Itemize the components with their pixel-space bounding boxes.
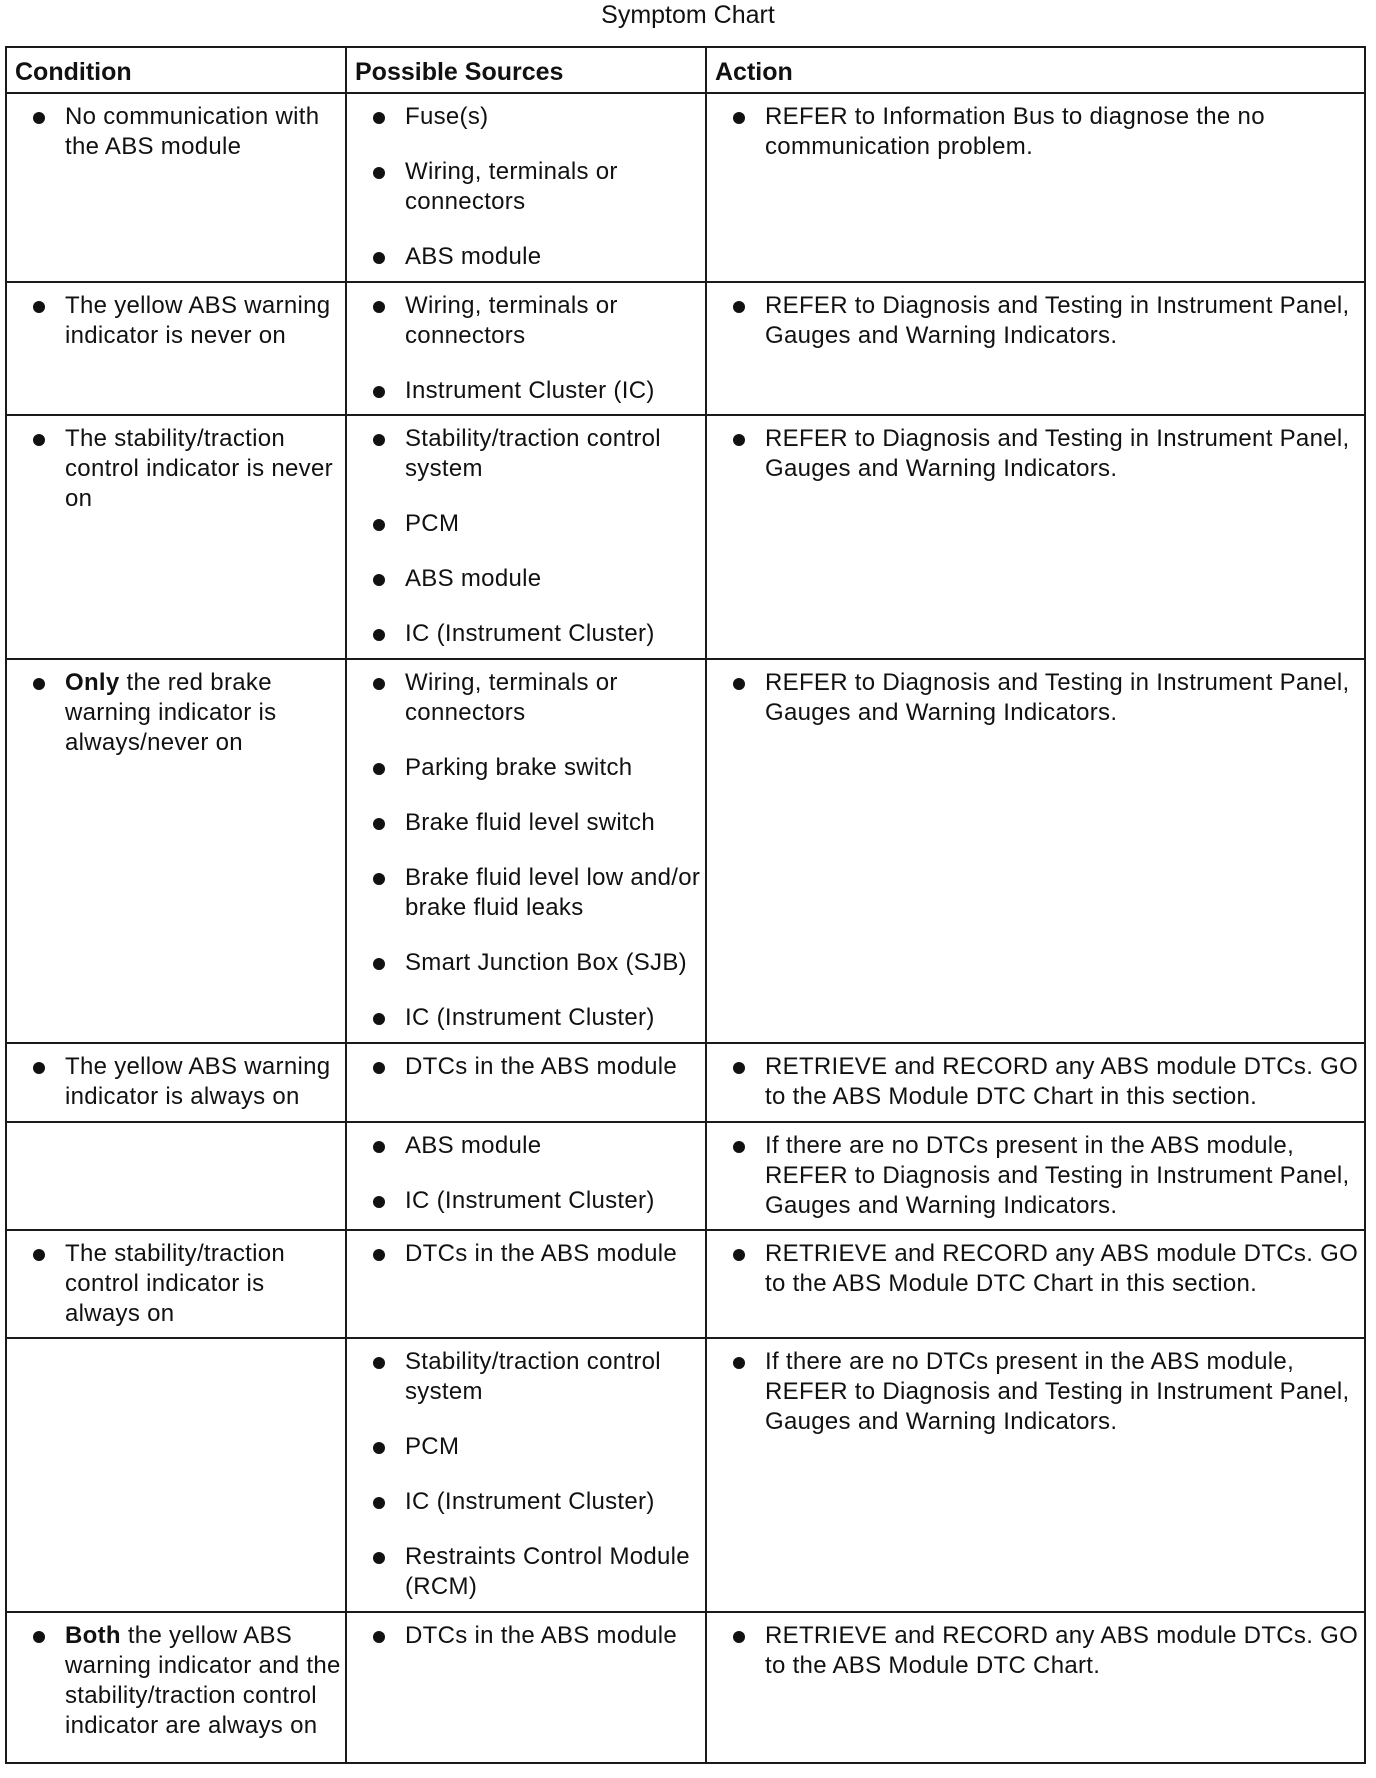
sources-list xyxy=(347,94,705,272)
source-item xyxy=(347,376,701,406)
bullet-icon xyxy=(373,1249,385,1261)
source-text: Wiring, terminals or connectors xyxy=(405,291,618,349)
source-text: IC (Instrument Cluster) xyxy=(405,1004,655,1032)
bullet-icon xyxy=(373,519,385,531)
condition-item xyxy=(7,102,341,162)
condition-text: No communication with the ABS module xyxy=(65,103,320,160)
symptom-chart-table xyxy=(5,46,1366,1764)
bullet-icon xyxy=(373,1196,385,1208)
source-text: IC (Instrument Cluster) xyxy=(405,1488,655,1516)
action-text: REFER to Diagnosis and Testing in Instrument Panel, Gauges and Warning Indicators. xyxy=(765,669,1350,727)
action-cell xyxy=(706,1338,1365,1612)
condition-cell xyxy=(6,93,346,282)
bullet-icon xyxy=(373,1357,385,1369)
action-text: If there are no DTCs present in the ABS module, REFER to Diagnosis and Testing in Instrument Panel, Gauges and Warning Indicators. xyxy=(765,1131,1350,1219)
condition-item xyxy=(7,1621,341,1741)
bullet-icon xyxy=(373,1552,385,1564)
source-text: PCM xyxy=(405,1433,460,1461)
source-text: Stability/traction control system xyxy=(405,425,661,483)
condition-item xyxy=(7,291,341,351)
bullet-icon xyxy=(373,873,385,885)
sources-cell xyxy=(346,415,706,659)
action-item xyxy=(707,1239,1360,1299)
bullet-icon xyxy=(373,112,385,124)
sources-list xyxy=(347,283,705,406)
action-item xyxy=(707,1131,1360,1221)
source-text: Smart Junction Box (SJB) xyxy=(405,949,687,977)
condition-cell xyxy=(6,1043,346,1121)
source-item xyxy=(347,157,701,217)
bullet-icon xyxy=(373,1631,385,1643)
sources-list xyxy=(347,416,705,649)
action-list xyxy=(707,1231,1364,1299)
source-text: Instrument Cluster (IC) xyxy=(405,376,655,404)
source-text: Wiring, terminals or connectors xyxy=(405,158,618,215)
bullet-icon xyxy=(373,1442,385,1454)
condition-text: The yellow ABS warning indicator is always on xyxy=(65,1053,331,1111)
bullet-icon xyxy=(373,958,385,970)
sources-cell xyxy=(346,1043,706,1121)
action-item xyxy=(707,102,1360,162)
condition-cell xyxy=(6,282,346,415)
condition-emphasis: Both xyxy=(65,1622,121,1650)
source-item xyxy=(347,102,701,132)
source-item xyxy=(347,291,701,351)
action-item xyxy=(707,291,1360,351)
source-item xyxy=(347,1052,701,1082)
action-list xyxy=(707,660,1364,728)
action-text: RETRIEVE and RECORD any ABS module DTCs. GO to the ABS Module DTC Chart. xyxy=(765,1622,1359,1680)
sources-cell xyxy=(346,93,706,282)
source-text: PCM xyxy=(405,510,460,538)
sources-cell xyxy=(346,1230,706,1338)
source-text: Brake fluid level switch xyxy=(405,809,655,837)
action-text: REFER to Diagnosis and Testing in Instrument Panel, Gauges and Warning Indicators. xyxy=(765,425,1350,483)
source-text: Stability/traction control system xyxy=(405,1348,661,1406)
condition-list xyxy=(7,1613,345,1741)
bullet-icon xyxy=(733,1249,745,1261)
table-row xyxy=(6,1612,1365,1763)
condition-item xyxy=(7,424,341,514)
condition-text: the red brake warning indicator is always/never on xyxy=(65,669,277,757)
action-list xyxy=(707,94,1364,162)
source-text: Restraints Control Module (RCM) xyxy=(405,1543,690,1601)
source-item xyxy=(347,564,701,594)
source-text: Fuse(s) xyxy=(405,103,489,130)
bullet-icon xyxy=(373,434,385,446)
action-cell xyxy=(706,93,1365,282)
source-text: Wiring, terminals or connectors xyxy=(405,669,618,727)
source-item xyxy=(347,509,701,539)
source-text: IC (Instrument Cluster) xyxy=(405,620,655,648)
bullet-icon xyxy=(733,1631,745,1643)
action-item xyxy=(707,1347,1360,1437)
table-row xyxy=(6,1122,1365,1230)
source-item xyxy=(347,1621,701,1651)
action-cell xyxy=(706,282,1365,415)
source-item xyxy=(347,863,701,923)
condition-text: The stability/traction control indicator is never on xyxy=(65,425,333,513)
condition-list xyxy=(7,416,345,514)
bullet-icon xyxy=(733,434,745,446)
bullet-icon xyxy=(33,678,45,690)
source-item xyxy=(347,424,701,484)
header-action: Action xyxy=(706,47,1365,93)
bullet-icon xyxy=(373,1013,385,1025)
source-item xyxy=(347,242,701,272)
table-row xyxy=(6,415,1365,659)
bullet-icon xyxy=(373,252,385,264)
action-cell xyxy=(706,415,1365,659)
bullet-icon xyxy=(373,386,385,398)
bullet-icon xyxy=(33,1631,45,1643)
action-item xyxy=(707,1052,1360,1112)
bullet-icon xyxy=(373,629,385,641)
bullet-icon xyxy=(733,1062,745,1074)
condition-item xyxy=(7,668,341,758)
bullet-icon xyxy=(373,763,385,775)
sources-cell xyxy=(346,659,706,1043)
action-item xyxy=(707,668,1360,728)
bullet-icon xyxy=(733,1141,745,1153)
source-item xyxy=(347,808,701,838)
source-text: DTCs in the ABS module xyxy=(405,1622,678,1650)
sources-list xyxy=(347,1339,705,1602)
source-item xyxy=(347,619,701,649)
source-item xyxy=(347,753,701,783)
action-item xyxy=(707,424,1360,484)
condition-list xyxy=(7,1044,345,1112)
condition-list xyxy=(7,660,345,758)
condition-emphasis: Only xyxy=(65,669,120,697)
action-text: If there are no DTCs present in the ABS module, REFER to Diagnosis and Testing in Instrument Panel, Gauges and Warning Indicators. xyxy=(765,1348,1350,1436)
condition-list xyxy=(7,1231,345,1329)
condition-list xyxy=(7,94,345,162)
condition-text: the yellow ABS warning indicator and the stability/traction control indicator are always on xyxy=(65,1622,341,1740)
bullet-icon xyxy=(373,574,385,586)
source-item xyxy=(347,1347,701,1407)
action-text: REFER to Diagnosis and Testing in Instrument Panel, Gauges and Warning Indicators. xyxy=(765,291,1350,349)
condition-cell xyxy=(6,1230,346,1338)
header-possible-sources: Possible Sources xyxy=(346,47,706,93)
source-text: DTCs in the ABS module xyxy=(405,1240,678,1268)
sources-cell xyxy=(346,1612,706,1763)
source-item xyxy=(347,1003,701,1033)
bullet-icon xyxy=(33,434,45,446)
source-text: ABS module xyxy=(405,243,542,270)
source-text: DTCs in the ABS module xyxy=(405,1053,678,1081)
condition-cell xyxy=(6,1122,346,1230)
action-list xyxy=(707,1339,1364,1437)
source-item xyxy=(347,1131,701,1161)
source-item xyxy=(347,1542,701,1602)
source-item xyxy=(347,1432,701,1462)
bullet-icon xyxy=(733,678,745,690)
condition-cell xyxy=(6,1338,346,1612)
source-item xyxy=(347,1239,701,1269)
sources-list xyxy=(347,1123,705,1216)
bullet-icon xyxy=(733,112,745,124)
source-item xyxy=(347,1186,701,1216)
bullet-icon xyxy=(373,1062,385,1074)
table-row xyxy=(6,659,1365,1043)
bullet-icon xyxy=(373,678,385,690)
sources-list xyxy=(347,1613,705,1651)
condition-cell xyxy=(6,659,346,1043)
source-text: IC (Instrument Cluster) xyxy=(405,1186,655,1214)
sources-list xyxy=(347,1044,705,1082)
action-cell xyxy=(706,659,1365,1043)
source-item xyxy=(347,948,701,978)
action-text: REFER to Information Bus to diagnose the no communication problem. xyxy=(765,103,1265,160)
condition-text: The yellow ABS warning indicator is never on xyxy=(65,291,331,349)
sources-cell xyxy=(346,1122,706,1230)
condition-item xyxy=(7,1239,341,1329)
table-row xyxy=(6,93,1365,282)
action-cell xyxy=(706,1230,1365,1338)
bullet-icon xyxy=(33,112,45,124)
table-row xyxy=(6,282,1365,415)
bullet-icon xyxy=(733,301,745,313)
source-text: Brake fluid level low and/or brake fluid leaks xyxy=(405,864,701,922)
action-list xyxy=(707,416,1364,484)
condition-list xyxy=(7,283,345,351)
bullet-icon xyxy=(373,1497,385,1509)
bullet-icon xyxy=(733,1357,745,1369)
action-cell xyxy=(706,1043,1365,1121)
sources-list xyxy=(347,1231,705,1269)
table-body xyxy=(6,93,1365,1763)
action-list xyxy=(707,1123,1364,1221)
bullet-icon xyxy=(33,1249,45,1261)
action-text: RETRIEVE and RECORD any ABS module DTCs. GO to the ABS Module DTC Chart in this section. xyxy=(765,1053,1359,1111)
condition-cell xyxy=(6,1612,346,1763)
sources-cell xyxy=(346,282,706,415)
table-row xyxy=(6,1230,1365,1338)
action-cell xyxy=(706,1122,1365,1230)
bullet-icon xyxy=(373,167,385,179)
bullet-icon xyxy=(33,1062,45,1074)
header-condition: Condition xyxy=(6,47,346,93)
action-list xyxy=(707,1613,1364,1681)
table-row xyxy=(6,1338,1365,1612)
bullet-icon xyxy=(373,301,385,313)
bullet-icon xyxy=(373,818,385,830)
page-title: Symptom Chart xyxy=(601,1,775,29)
source-text: ABS module xyxy=(405,565,542,593)
source-text: Parking brake switch xyxy=(405,754,633,782)
condition-cell xyxy=(6,415,346,659)
bullet-icon xyxy=(33,301,45,313)
source-item xyxy=(347,668,701,728)
action-text: RETRIEVE and RECORD any ABS module DTCs. GO to the ABS Module DTC Chart in this section. xyxy=(765,1240,1359,1298)
action-item xyxy=(707,1621,1360,1681)
action-list xyxy=(707,283,1364,351)
bullet-icon xyxy=(373,1141,385,1153)
table-row xyxy=(6,1043,1365,1121)
condition-text: The stability/traction control indicator is always on xyxy=(65,1240,286,1328)
action-list xyxy=(707,1044,1364,1112)
condition-item xyxy=(7,1052,341,1112)
table-header-row xyxy=(6,47,1365,93)
source-text: ABS module xyxy=(405,1131,542,1159)
sources-cell xyxy=(346,1338,706,1612)
source-item xyxy=(347,1487,701,1517)
sources-list xyxy=(347,660,705,1033)
action-cell xyxy=(706,1612,1365,1763)
